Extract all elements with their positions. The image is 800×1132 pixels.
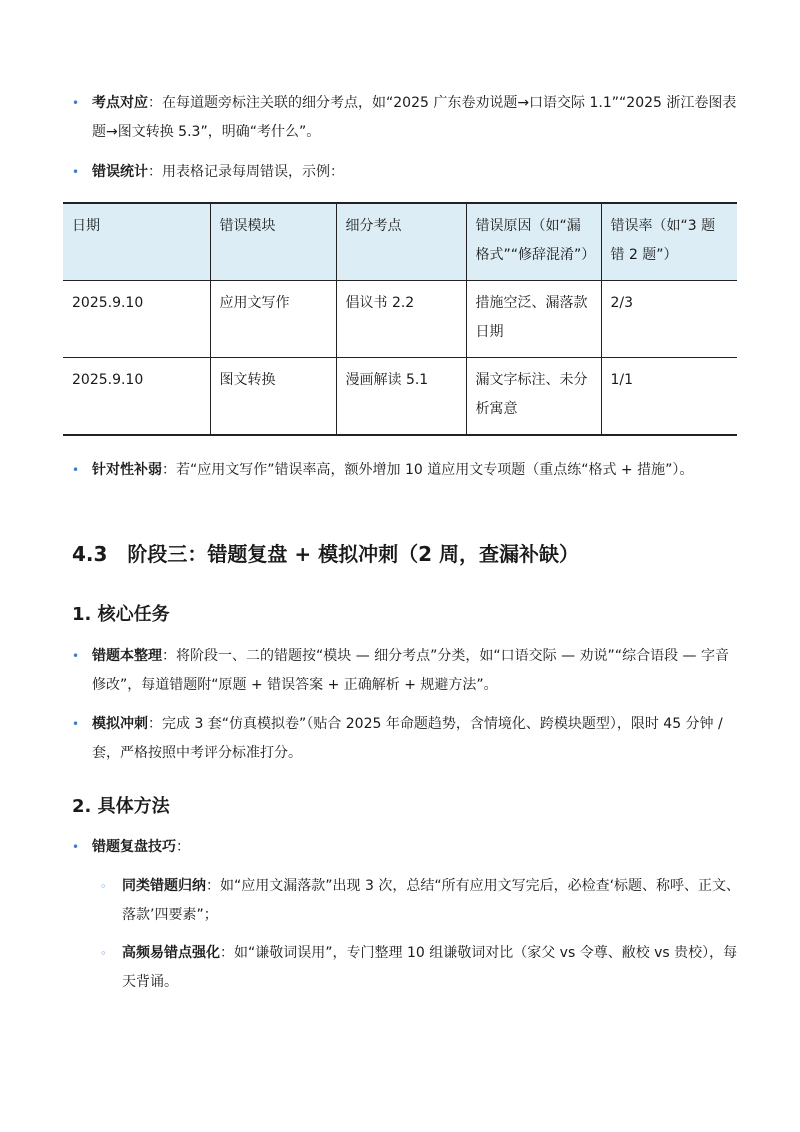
table-cell: 倡议书 2.2: [336, 281, 466, 358]
bullet-text: ：若“应用文写作”错误率高，额外增加 10 道应用文专项题（重点练“格式 + 措施”）。: [162, 462, 694, 478]
bullet-label: 错题本整理: [92, 648, 162, 664]
table-row: [63, 358, 737, 436]
sub-item-similar-errors: [100, 872, 740, 930]
bullet-dot-icon: •: [72, 717, 80, 731]
subsection-heading-core-tasks: 1. 核心任务: [72, 604, 170, 625]
table-row: [63, 281, 737, 358]
table-cell: 措施空泛、漏落款日期: [466, 281, 601, 358]
bullet-label: 模拟冲刺: [92, 716, 148, 732]
bullet-text: ：用表格记录每周错误，示例：: [148, 164, 344, 180]
bullet-text: ：: [176, 839, 190, 855]
sub-item-label: 高频易错点强化: [122, 945, 220, 961]
table-cell: 应用文写作: [210, 281, 336, 358]
section-heading: 4.3 阶段三：错题复盘 + 模拟冲刺（2 周，查漏补缺）: [72, 542, 579, 566]
bullet-mock-sprint: [72, 710, 740, 768]
bullet-text: ：在每道题旁标注关联的细分考点，如“2025 广东卷劝说题→口语交际 1.1”“2025 浙江卷图表题→图文转换 5.3”，明确“考什么”。: [92, 95, 737, 140]
bullet-dot-icon: •: [72, 840, 80, 854]
table-header-row: [63, 203, 737, 281]
bullet-label: 错误统计: [92, 164, 148, 180]
table-cell: 1/1: [601, 358, 737, 436]
sub-item-text: ：如“应用文漏落款”出现 3 次，总结“所有应用文写完后，必检查‘标题、称呼、正文、落款’四要素”；: [122, 878, 741, 923]
circle-bullet-icon: ◦: [100, 880, 107, 893]
bullet-exam-point-mapping: [72, 89, 740, 147]
table-cell: 2025.9.10: [72, 372, 144, 388]
table-cell: 漏文字标注、未分析寓意: [466, 358, 601, 436]
sub-item-frequent-errors: [100, 939, 740, 997]
table-cell: 2025.9.10: [72, 295, 144, 311]
bullet-error-statistics: [72, 158, 740, 187]
error-statistics-table: [63, 202, 737, 436]
bullet-label: 考点对应: [92, 95, 148, 111]
bullet-dot-icon: •: [72, 463, 80, 477]
sub-item-label: 同类错题归纳: [122, 878, 206, 894]
bullet-review-techniques: [72, 833, 740, 862]
bullet-dot-icon: •: [72, 649, 80, 663]
bullet-dot-icon: •: [72, 96, 80, 110]
table-cell: 漫画解读 5.1: [336, 358, 466, 436]
column-header-error-rate: 错误率（如“3 题错 2 题”）: [601, 203, 737, 281]
table-cell: 2/3: [601, 281, 737, 358]
bullet-targeted-remediation: [72, 456, 740, 485]
column-header-reason: 错误原因（如“漏格式”“修辞混淆”）: [466, 203, 601, 281]
column-header-date: 日期: [72, 218, 100, 234]
bullet-label: 错题复盘技巧: [92, 839, 176, 855]
bullet-text: ：完成 3 套“仿真模拟卷”（贴合 2025 年命题趋势，含情境化、跨模块题型），限时 45 分钟 / 套，严格按照中考评分标准打分。: [92, 716, 723, 761]
bullet-dot-icon: •: [72, 165, 80, 179]
table-cell: 图文转换: [210, 358, 336, 436]
column-header-exam-point: 细分考点: [336, 203, 466, 281]
bullet-label: 针对性补弱: [92, 462, 162, 478]
bullet-error-notebook: [72, 642, 740, 700]
circle-bullet-icon: ◦: [100, 947, 107, 960]
column-header-module: 错误模块: [210, 203, 336, 281]
subsection-heading-methods: 2. 具体方法: [72, 796, 170, 817]
bullet-text: ：将阶段一、二的错题按“模块 — 细分考点”分类，如“口语交际 — 劝说”“综合语段 — 字音修改”，每道错题附“原题 + 错误答案 + 正确解析 + 规避方法”。: [92, 648, 729, 693]
sub-item-text: ：如“谦敬词误用”，专门整理 10 组谦敬词对比（家父 vs 令尊、敝校 vs 贵校），每天背诵。: [122, 945, 738, 990]
